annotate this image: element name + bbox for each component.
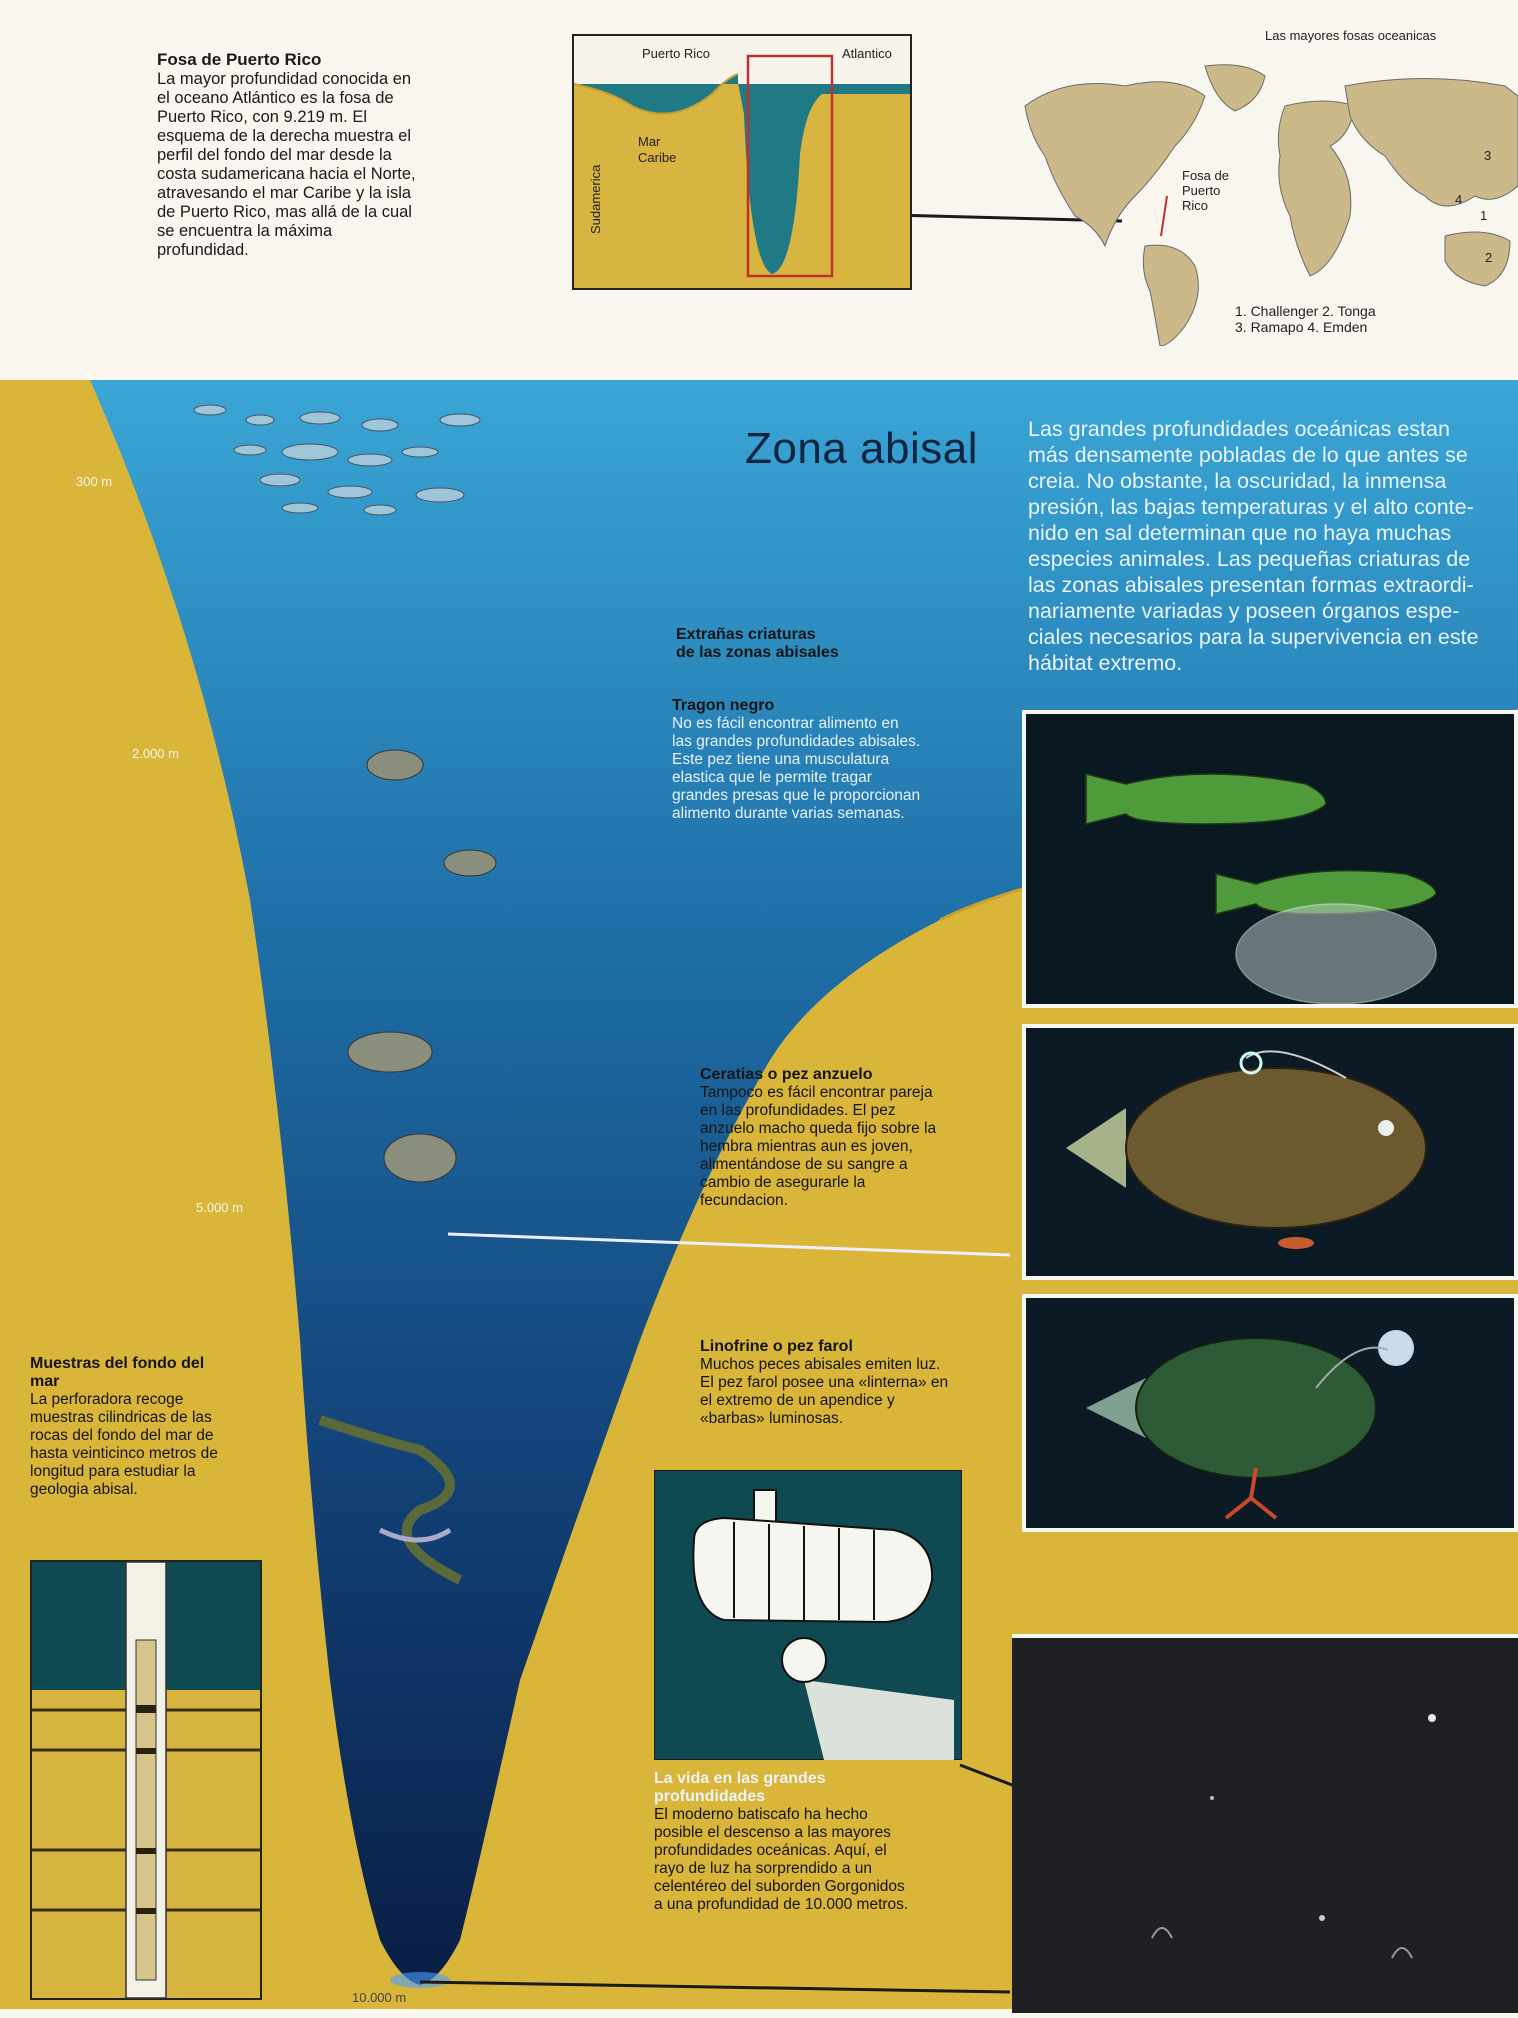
intro-text	[157, 70, 477, 260]
muestras-line: muestras cilindricas de las	[30, 1409, 212, 1426]
linofrine-line: «barbas» luminosas.	[700, 1410, 844, 1427]
main-line: hábitat extremo.	[1028, 651, 1183, 675]
ceratias-line: Tampoco es fácil encontrar pareja	[700, 1084, 933, 1101]
vida-line: profundidades oceánicas. Aquí, el	[654, 1842, 887, 1859]
vida-line: rayo de luz ha sorprendido a un	[654, 1860, 873, 1877]
linofrine-line: El pez farol posee una «linterna» en	[700, 1374, 949, 1391]
vida-title: profundidades	[654, 1788, 766, 1805]
map-legend-line: 1. Challenger 2. Tonga	[1235, 303, 1376, 319]
map-title: Las mayores fosas oceanicas	[1265, 28, 1437, 43]
creatures-heading-line: de las zonas abisales	[676, 644, 839, 661]
main-line: especies animales. Las pequeñas criaturas de	[1028, 547, 1471, 571]
intro-line: de Puerto Rico, mas allá de la cual	[157, 203, 412, 221]
puerto-rico-label: Puerto Rico	[642, 46, 710, 61]
map-marker-2: 2	[1485, 250, 1493, 265]
muestras-line: rocas del fondo del mar de	[30, 1427, 214, 1444]
intro-line: esquema de la derecha muestra el	[157, 127, 412, 145]
ceratias-line: en las profundidades. El pez	[700, 1102, 896, 1119]
map-fosa-label	[1182, 168, 1229, 213]
bathyscaphe-panel	[654, 1470, 962, 1760]
depth-label-5000: 5.000 m	[196, 1200, 243, 1215]
map-fosa-line: Puerto	[1182, 183, 1221, 198]
gorgonid-photo	[1012, 1638, 1518, 2013]
tragon-line: No es fácil encontrar alimento en	[672, 715, 899, 732]
tragon-line: alimento durante varias semanas.	[672, 805, 905, 822]
map-fosa-line: Rico	[1182, 198, 1209, 213]
tragon-illustration	[1026, 714, 1514, 1004]
map-legend	[1235, 303, 1376, 335]
muestras-title: Muestras del fondo del	[30, 1355, 205, 1372]
linofrine-line: Muchos peces abisales emiten luz.	[700, 1356, 941, 1373]
muestras-line: geologia abisal.	[30, 1481, 138, 1498]
vida-caption	[654, 1770, 984, 1914]
main-line: más densamente pobladas de lo que antes se	[1028, 443, 1468, 467]
ceratias-caption	[700, 1066, 1005, 1210]
trench-profile-diagram	[572, 34, 912, 290]
main-line: presión, las bajas temperaturas y el alto conte-	[1028, 495, 1474, 519]
main-line: las zonas abisales presentan formas extraordi-	[1028, 573, 1474, 597]
linofrine-caption	[700, 1338, 1020, 1428]
ceratias-line: alimentándose de su sangre a	[700, 1156, 908, 1173]
map-marker-3: 3	[1484, 148, 1492, 163]
ceratias-line: anzuelo macho queda fijo sobre la	[700, 1120, 937, 1137]
muestras-line: La perforadora recoge	[30, 1391, 184, 1408]
tragon-caption	[672, 697, 1002, 823]
drill-core-diagram	[30, 1560, 262, 2000]
map-fosa-line: Fosa de	[1182, 168, 1229, 183]
intro-line: se encuentra la máxima	[157, 222, 333, 240]
tragon-line: grandes presas que le proporcionan	[672, 787, 921, 804]
main-line: nido en sal determinan que no haya muchas	[1028, 521, 1452, 545]
main-line: nariamente variadas y poseen órganos espe-	[1028, 599, 1460, 623]
tragon-line: elastica que le permite tragar	[672, 769, 872, 786]
intro-line: perfil del fondo del mar desde la	[157, 146, 392, 164]
panel-tragon	[1022, 710, 1518, 1008]
muestras-title: mar	[30, 1373, 60, 1390]
linofrine-illustration	[1026, 1298, 1514, 1528]
section-title: Zona abisal	[745, 424, 978, 473]
tragon-title: Tragon negro	[672, 697, 775, 714]
map-marker-1: 1	[1480, 208, 1488, 223]
intro-line: costa sudamericana hacia el Norte,	[157, 165, 416, 183]
ceratias-illustration	[1026, 1028, 1514, 1276]
muestras-line: longitud para estudiar la	[30, 1463, 196, 1480]
vida-title: La vida en las grandes	[654, 1770, 826, 1787]
world-map	[1005, 46, 1518, 346]
vida-line: El moderno batiscafo ha hecho	[654, 1806, 868, 1823]
tragon-line: Este pez tiene una musculatura	[672, 751, 890, 768]
muestras-line: hasta veinticinco metros de	[30, 1445, 218, 1462]
atlantico-label: Atlantico	[842, 46, 892, 61]
intro-line: profundidad.	[157, 241, 249, 259]
linofrine-title: Linofrine o pez farol	[700, 1338, 853, 1355]
intro-line: atravesando el mar Caribe y la isla	[157, 184, 412, 202]
ceratias-line: hembra mientras aun es joven,	[700, 1138, 913, 1155]
ceratias-line: cambio de asegurarle la	[700, 1174, 866, 1191]
tragon-line: las grandes profundidades abisales.	[672, 733, 921, 750]
vida-line: posible el descenso a las mayores	[654, 1824, 891, 1841]
sudamerica-label: Sudamerica	[588, 164, 603, 234]
depth-label-300: 300 m	[76, 474, 113, 489]
caribe-label: Caribe	[638, 150, 677, 165]
depth-label-10000: 10.000 m	[352, 1990, 407, 2005]
intro-block	[157, 50, 477, 260]
intro-line: Puerto Rico, con 9.219 m. El	[157, 108, 368, 126]
photo-gorgonid	[1012, 1634, 1518, 2013]
vida-line: a una profundidad de 10.000 metros.	[654, 1896, 909, 1913]
depth-label-2000: 2.000 m	[132, 746, 179, 761]
ceratias-line: fecundacion.	[700, 1192, 788, 1209]
mar-label: Mar	[638, 134, 661, 149]
map-legend-line: 3. Ramapo 4. Emden	[1235, 319, 1368, 335]
creatures-heading	[676, 626, 839, 662]
main-line: ciales necesarios para la supervivencia en este	[1028, 625, 1479, 649]
muestras-caption	[30, 1355, 270, 1499]
panel-linofrine	[1022, 1294, 1518, 1532]
main-line: Las grandes profundidades oceánicas estan	[1028, 417, 1450, 441]
intro-line: el oceano Atlántico es la fosa de	[157, 89, 394, 107]
creatures-heading-line: Extrañas criaturas	[676, 626, 816, 643]
linofrine-line: el extremo de un apendice y	[700, 1392, 895, 1409]
panel-ceratias	[1022, 1024, 1518, 1280]
main-line: creia. No obstante, la oscuridad, la inmensa	[1028, 469, 1447, 493]
intro-line: La mayor profundidad conocida en	[157, 70, 412, 88]
ceratias-title: Ceratias o pez anzuelo	[700, 1066, 873, 1083]
intro-title: Fosa de Puerto Rico	[157, 50, 322, 69]
vida-line: celentéreo del suborden Gorgonidos	[654, 1878, 905, 1895]
map-marker-4: 4	[1455, 192, 1463, 207]
main-text	[1028, 416, 1518, 676]
